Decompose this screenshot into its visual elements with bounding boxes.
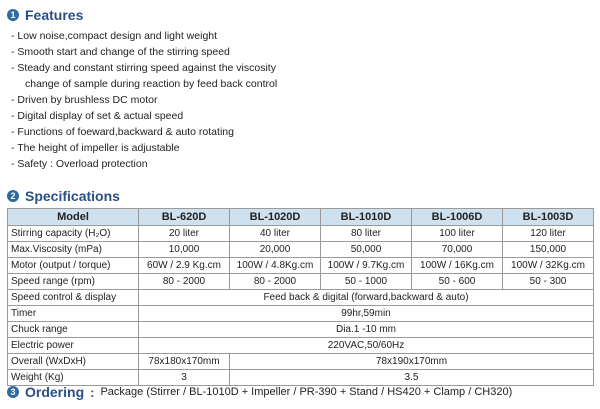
row-label: Speed control & display [8, 290, 139, 306]
features-title: Features [25, 7, 84, 23]
model-column-header: BL-620D [139, 209, 230, 226]
table-cell: 120 liter [503, 226, 594, 242]
table-row [8, 258, 594, 274]
table-cell: 100W / 9.7Kg.cm [321, 258, 412, 274]
table-cell: 50 - 1000 [321, 274, 412, 290]
table-cell: 3.5 [230, 370, 594, 386]
table-cell: 70,000 [412, 242, 503, 258]
model-column-header: BL-1003D [503, 209, 594, 226]
table-cell: 20 liter [139, 226, 230, 242]
feature-item: - Smooth start and change of the stirring speed [11, 46, 230, 58]
table-cell: 20,000 [230, 242, 321, 258]
table-cell: 60W / 2.9 Kg.cm [139, 258, 230, 274]
table-row [8, 226, 594, 242]
table-cell: 50 - 300 [503, 274, 594, 290]
feature-item: - Digital display of set & actual speed [11, 110, 184, 122]
row-label: Speed range (rpm) [8, 274, 139, 290]
feature-item: - Functions of foeward,backward & auto rotating [11, 126, 234, 138]
section-number-badge: 2 [7, 190, 19, 202]
table-header-row [8, 209, 594, 226]
table-cell: 220VAC,50/60Hz [139, 338, 594, 354]
table-cell: 40 liter [230, 226, 321, 242]
table-cell: 99hr,59min [139, 306, 594, 322]
table-cell: 50 - 600 [412, 274, 503, 290]
ordering-heading [7, 384, 512, 400]
model-column-header: BL-1010D [321, 209, 412, 226]
feature-item: - Low noise,compact design and light weight [11, 30, 218, 42]
ordering-title: Ordering [25, 384, 85, 400]
table-row [8, 306, 594, 322]
table-row [8, 322, 594, 338]
table-row [8, 242, 594, 258]
feature-item: - Driven by brushless DC motor [11, 94, 158, 106]
table-cell: 150,000 [503, 242, 594, 258]
row-label: Stirring capacity (H₂O) [8, 226, 139, 242]
table-cell: 10,000 [139, 242, 230, 258]
table-cell: 100W / 4.8Kg.cm [230, 258, 321, 274]
table-cell: Feed back & digital (forward,backward & auto) [139, 290, 594, 306]
features-list [11, 28, 277, 172]
row-label: Max.Viscosity (mPa) [8, 242, 139, 258]
features-heading [7, 7, 83, 23]
table-row [8, 354, 594, 370]
table-cell: 80 - 2000 [230, 274, 321, 290]
specifications-title: Specifications [25, 188, 120, 204]
model-column-header: BL-1006D [412, 209, 503, 226]
row-label: Timer [8, 306, 139, 322]
table-row [8, 290, 594, 306]
row-label: Weight (Kg) [8, 370, 139, 386]
feature-item: change of sample during reaction by feed back control [25, 78, 278, 90]
table-cell: 100W / 32Kg.cm [503, 258, 594, 274]
feature-item: - Steady and constant stirring speed against the viscosity [11, 62, 276, 74]
table-cell: 78x180x170mm [139, 354, 230, 370]
ordering-text: Package (Stirrer / BL-1010D + Impeller / PR-390 + Stand / HS420 + Clamp / CH320) [100, 386, 513, 398]
table-cell: 80 liter [321, 226, 412, 242]
table-row [8, 274, 594, 290]
model-header: Model [8, 209, 139, 226]
table-cell: 3 [139, 370, 230, 386]
row-label: Chuck range [8, 322, 139, 338]
feature-item: - Safety : Overload protection [11, 158, 148, 170]
specifications-table [7, 208, 594, 386]
row-label: Overall (WxDxH) [8, 354, 139, 370]
table-cell: 100 liter [412, 226, 503, 242]
feature-item: - The height of impeller is adjustable [11, 142, 180, 154]
section-number-badge: 1 [7, 9, 19, 21]
table-cell: 100W / 16Kg.cm [412, 258, 503, 274]
ordering-separator: : [90, 384, 95, 400]
table-cell: 50,000 [321, 242, 412, 258]
table-cell: 78x190x170mm [230, 354, 594, 370]
table-row [8, 338, 594, 354]
table-cell: Dia.1 -10 mm [139, 322, 594, 338]
model-column-header: BL-1020D [230, 209, 321, 226]
table-cell: 80 - 2000 [139, 274, 230, 290]
row-label: Motor (output / torque) [8, 258, 139, 274]
row-label: Electric power [8, 338, 139, 354]
section-number-badge: 3 [7, 386, 19, 398]
specifications-heading [7, 188, 120, 204]
